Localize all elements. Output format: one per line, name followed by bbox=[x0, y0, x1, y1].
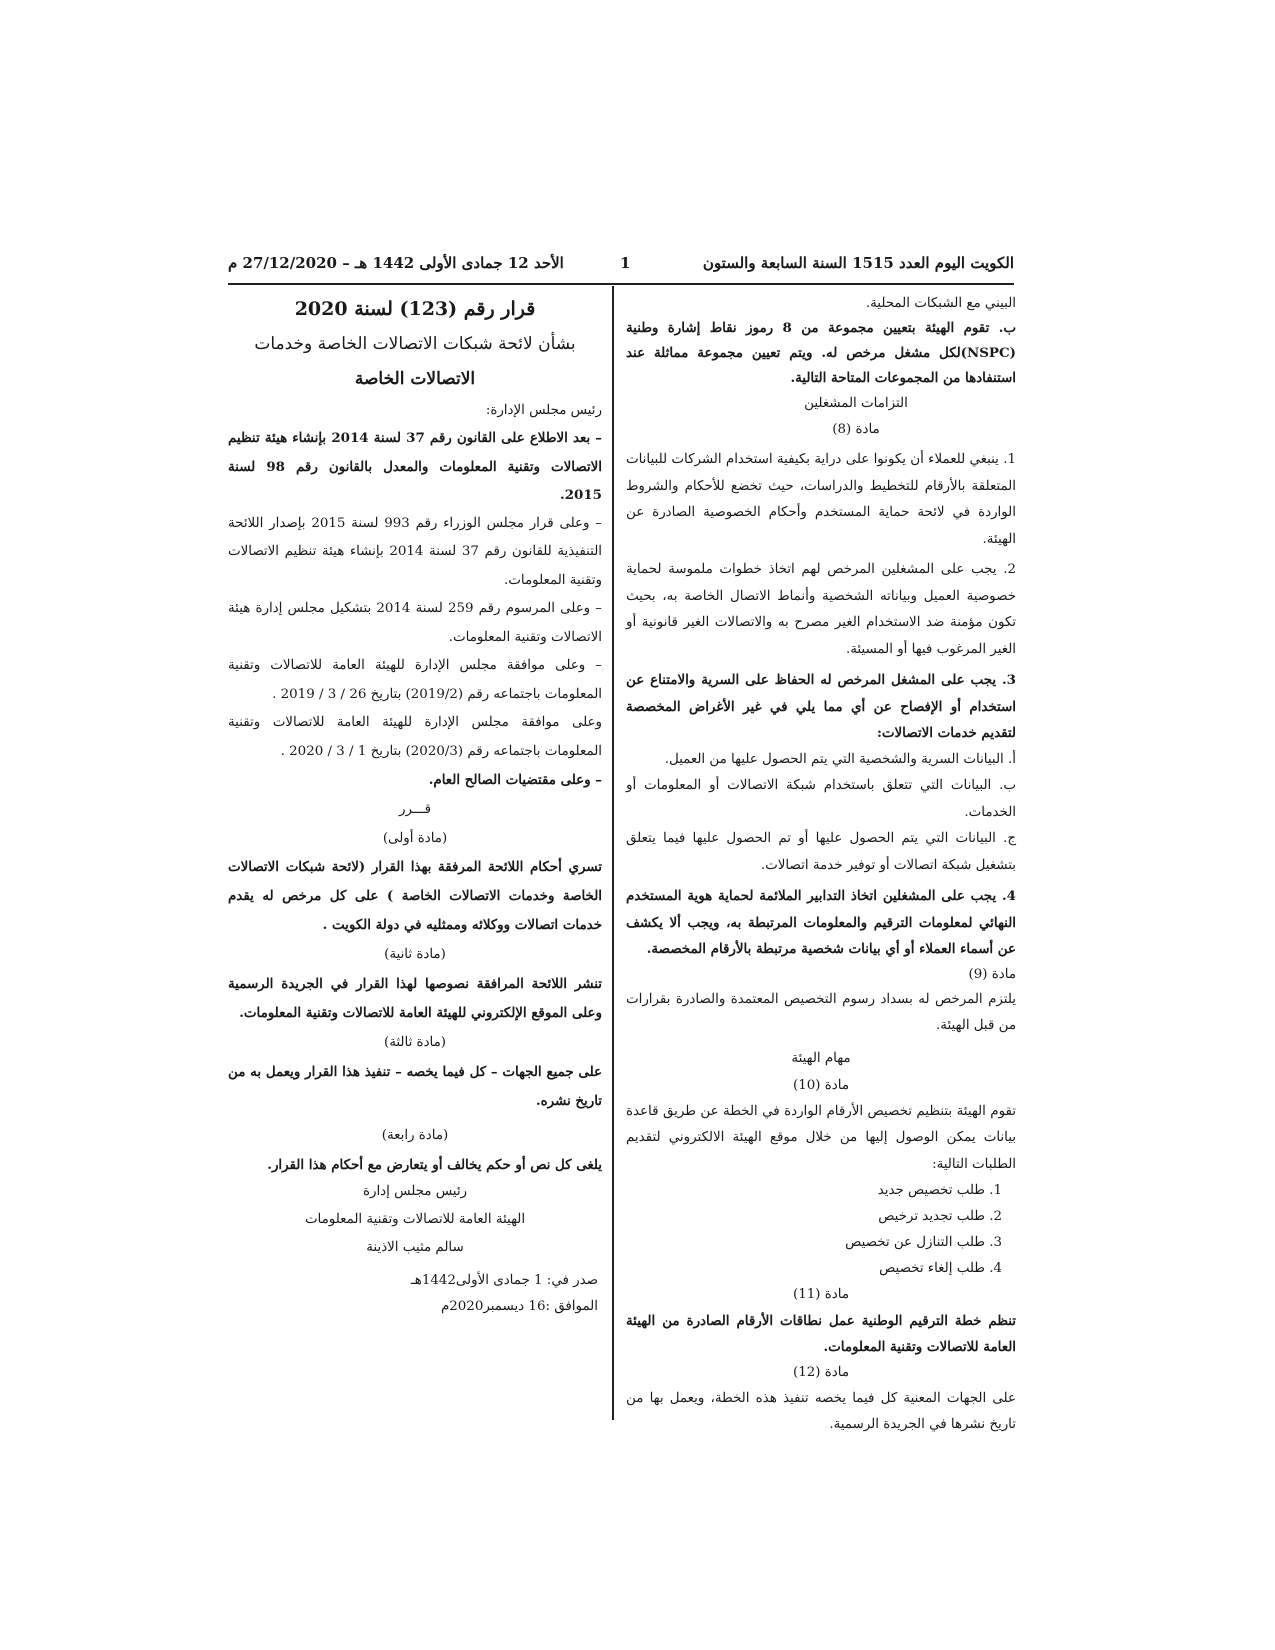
article-8-clause-3: 3. يجب على المشغل المرخص له الحفاظ على السرية والامتناع عن استخدام أو الإفصاح عن أي مما يلي في غير الأغراض المخصصة لتقديم خدمات الاتصالات: bbox=[626, 672, 1016, 741]
list-item: 4. طلب إلغاء تخصيص bbox=[879, 1261, 1002, 1276]
article-3-heading: (مادة ثالثة) bbox=[383, 1034, 447, 1050]
left-column bbox=[228, 292, 602, 1320]
page-number: 1 bbox=[620, 254, 631, 272]
signature-title: رئيس مجلس إدارة bbox=[362, 1183, 468, 1199]
recital-6: – وعلى مقتضيات الصالح العام. bbox=[428, 772, 602, 788]
requests-list bbox=[626, 1178, 1016, 1282]
heading-obligations: التزامات المشغلين bbox=[804, 396, 908, 411]
header-rule bbox=[228, 283, 1014, 285]
article-2-heading: (مادة ثانية) bbox=[384, 946, 446, 962]
article-4-heading: (مادة رابعة) bbox=[381, 1127, 449, 1143]
continued-line: البيني مع الشبكات المحلية. bbox=[865, 296, 1016, 311]
article-4-text: يلغى كل نص أو حكم يخالف أو يتعارض مع أحكام هذا القرار. bbox=[267, 1156, 602, 1173]
recital-1: – بعد الاطلاع على القانون رقم 37 لسنة 2014 بإنشاء هيئة تنظيم الاتصالات وتقنية المعلومات والمعدل بالقانون رقم 98 لسنة 2015. bbox=[228, 430, 603, 503]
recital-2: – وعلى قرار مجلس الوزراء رقم 993 لسنة 2015 بإصدار اللائحة التنفيذية للقانون رقم 37 لسنة 2014 بإنشاء هيئة تنظيم الاتصالات وتقنية المعلومات. bbox=[228, 515, 602, 588]
paragraph-b: ب. تقوم الهيئة بتعيين مجموعة من 8 رموز نقاط إشارة وطنية (NSPC)لكل مشغل مرخص له. ويتم تعيين مجموعة مماثلة عند استنفادها من المجموعات المتاحة التالية. bbox=[626, 320, 1016, 386]
recital-3: – وعلى المرسوم رقم 259 لسنة 2014 بتشكيل مجلس إدارة هيئة الاتصالات وتقنية المعلومات. bbox=[228, 601, 602, 645]
article-11-heading: مادة (11) bbox=[793, 1287, 849, 1302]
decision-subject-line-1: بشأن لائحة شبكات الاتصالات الخاصة وخدمات bbox=[254, 334, 576, 354]
signature-name: سالم مثيب الاذينة bbox=[366, 1239, 464, 1255]
article-8-clause-1: 1. ينبغي للعملاء أن يكونوا على دراية بكيفية استخدام الشركات للبيانات المتعلقة بالأرقام للتخطيط والدراسات، حيث تخضع للأحكام والشروط الواردة في لائحة حماية المستخدم وأحكام الخصوصية الصادرة عن الهيئة. bbox=[626, 452, 1016, 547]
issue-date: صدر في: 1 جمادى الأولى1442هـ bbox=[410, 1272, 598, 1288]
decided-label: قـــرر bbox=[398, 801, 432, 817]
article-2-text: تنشر اللائحة المرافقة نصوصها لهذا القرار في الجريدة الرسمية وعلى الموقع الإلكتروني للهيئة العامة للاتصالات وتقنية المعلومات. bbox=[228, 975, 602, 1021]
decision-subject-line-2: الاتصالات الخاصة bbox=[354, 369, 476, 389]
right-column bbox=[626, 292, 1016, 1438]
header-publication: الكويت اليوم العدد 1515 السنة السابعة والستون bbox=[702, 254, 1014, 272]
article-8-clause-3b: ب. البيانات التي تتعلق باستخدام شبكة الاتصالات أو المعلومات أو الخدمات. bbox=[626, 778, 1016, 820]
article-3-text: على جميع الجهات – كل فيما يخصه – تنفيذ هذا القرار ويعمل به من تاريخ نشره. bbox=[228, 1063, 602, 1109]
article-11-text: تنظم خطة الترقيم الوطنية عمل نطاقات الأرقام الصادرة من الهيئة العامة للاتصالات وتقنية المعلومات. bbox=[626, 1313, 1016, 1355]
article-10-text: تقوم الهيئة بتنظيم تخصيص الأرقام الواردة في الخطة عن طريق قاعدة بيانات يمكن الوصول إليها من خلال موقع الهيئة الالكتروني لتقديم الطلبات التالية: bbox=[626, 1103, 1016, 1172]
article-12-heading: مادة (12) bbox=[793, 1365, 849, 1380]
list-item: 2. طلب تجديد ترخيص bbox=[878, 1209, 1002, 1224]
list-item: 3. طلب التنازل عن تخصيص bbox=[845, 1235, 1002, 1250]
article-12-text: على الجهات المعنية كل فيما يخصه تنفيذ هذه الخطة، ويعمل بها من تاريخ نشرها في الجريدة الرسمية. bbox=[626, 1391, 1016, 1432]
article-9-heading: مادة (9) bbox=[968, 966, 1016, 982]
header-date: الأحد 12 جمادى الأولى 1442 هـ – 27/12/2020 م bbox=[228, 254, 564, 272]
page-header bbox=[228, 254, 1014, 280]
column-separator bbox=[612, 286, 614, 1420]
article-1-text: تسري أحكام اللائحة المرفقة بهذا القرار (لائحة شبكات الاتصالات الخاصة وخدمات الاتصالات الخاصة ) على كل مرخص له يقدم خدمات اتصالات ووكلائه وممثليه في دولة الكويت . bbox=[228, 858, 602, 933]
recital-5: وعلى موافقة مجلس الإدارة للهيئة العامة للاتصالات وتقنية المعلومات باجتماعه رقم (2020/3) بتاريخ 1 / 3 / 2020 . bbox=[228, 715, 602, 759]
signature-organization: الهيئة العامة للاتصالات وتقنية المعلومات bbox=[304, 1211, 526, 1227]
article-1-heading: (مادة أولى) bbox=[382, 830, 448, 846]
heading-authority-tasks: مهام الهيئة bbox=[791, 1050, 851, 1066]
article-8-clause-2: 2. يجب على المشغلين المرخص لهم اتخاذ خطوات ملموسة لحماية خصوصية العميل وبياناته الشخصية وأنماط الاتصال الخاصة به، بحيث تكون مؤمنة ضد الاستخدام الغير مصرح به والاتصالات الغير قانونية أو الغير المرغوب فيها أو المسيئة. bbox=[626, 562, 1016, 657]
recital-4: – وعلى موافقة مجلس الإدارة للهيئة العامة للاتصالات وتقنية المعلومات باجتماعه رقم (2019/2) بتاريخ 26 / 3 / 2019 . bbox=[228, 658, 602, 702]
decision-title: قرار رقم (123) لسنة 2020 bbox=[294, 298, 536, 320]
article-8-clause-4: 4. يجب على المشغلين اتخاذ التدابير الملائمة لحماية هوية المستخدم النهائي لمعلومات الترقيم والمعلومات المرتبطة به، ويجب ألا يكشف عن أسماء العملاء أو أي بيانات شخصية مرتبطة بالأرقام المخصصة. bbox=[626, 888, 1016, 957]
article-8-clause-3c: ج. البيانات التي يتم الحصول عليها أو تم الحصول عليها فيما يتعلق بتشغيل شبكة اتصالات أو توفير خدمة اتصالات. bbox=[626, 831, 1016, 873]
gregorian-date: الموافق :16 ديسمبر2020م bbox=[440, 1298, 598, 1314]
chairman-label: رئيس مجلس الإدارة: bbox=[485, 403, 602, 418]
article-8-clause-3a: أ. البيانات السرية والشخصية التي يتم الحصول عليها من العميل. bbox=[664, 751, 1016, 767]
article-8-heading: مادة (8) bbox=[832, 422, 880, 437]
article-9-text: يلتزم المرخص له بسداد رسوم التخصيص المعتمدة والصادرة بقرارات من قبل الهيئة. bbox=[626, 991, 1016, 1033]
list-item: 1. طلب تخصيص جديد bbox=[877, 1183, 1002, 1198]
article-10-heading: مادة (10) bbox=[793, 1077, 849, 1093]
